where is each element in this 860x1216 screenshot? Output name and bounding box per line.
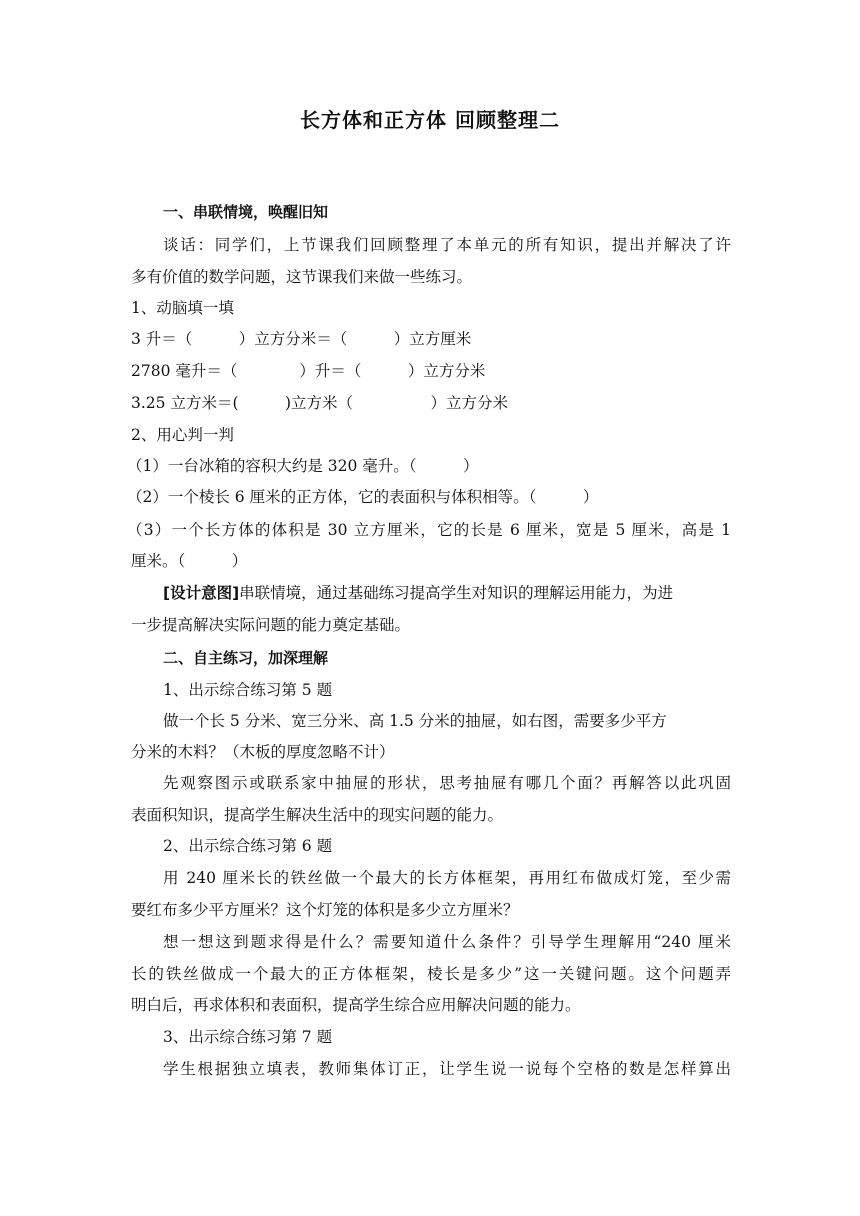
exercise6-title: 2、出示综合练习第 6 题	[163, 837, 333, 855]
judge-item-3: （3）一个长方体的体积是 30 立方厘米，它的长是 6 厘米，宽是 5 厘米，高是 1	[127, 521, 731, 539]
exercise7-line1: 学生根据独立填表，教师集体订正，让学生说一说每个空格的数是怎样算出	[163, 1060, 731, 1078]
section1-intro-line1: 谈话：同学们，上节课我们回顾整理了本单元的所有知识，提出并解决了许	[163, 236, 731, 254]
design-intent-tag: [设计意图]	[163, 584, 240, 602]
exercise5-note-line2: 表面积知识，提高学生解决生活中的现实问题的能力。	[131, 806, 504, 824]
exercise6-note-line1: 想一想这到题求得是什么？需要知道什么条件？引导学生理解用“240 厘米	[163, 933, 731, 951]
judge-item-2: （2）一个棱长 6 厘米的正方体，它的表面积与体积相等。（ ）	[127, 488, 599, 506]
fill-item-3: 3.25 立方米＝( )立方米（ ）立方分米	[131, 394, 509, 412]
exercise6-line1: 用 240 厘米长的铁丝做一个最大的长方体框架，再用红布做成灯笼，至少需	[163, 869, 731, 887]
section1-heading: 一、串联情境，唤醒旧知	[163, 203, 329, 221]
exercise5-line2: 分米的木料？（木板的厚度忽略不计）	[131, 743, 395, 761]
exercise5-note-line1: 先观察图示或联系家中抽屉的形状，思考抽屉有哪几个面？再解答以此巩固	[163, 774, 731, 792]
exercise7-title: 3、出示综合练习第 7 题	[163, 1028, 333, 1046]
judge-item-1: （1）一台冰箱的容积大约是 320 毫升。（ ）	[127, 457, 479, 475]
fill-item-1: 3 升＝（ ）立方分米＝（ ）立方厘米	[131, 330, 472, 348]
judge-item-3-cont: 厘米。（ ）	[131, 552, 248, 570]
section1-intro-line2: 多有价值的数学问题，这节课我们来做一些练习。	[131, 268, 473, 286]
exercise6-note-line2: 长的铁丝做成一个最大的正方体框架，棱长是多少”这一关键问题。这个问题弄	[131, 965, 731, 983]
page-title: 长方体和正方体 回顾整理二	[300, 108, 560, 132]
exercise6-line2: 要红布多少平方厘米？这个灯笼的体积是多少立方厘米？	[131, 901, 519, 919]
judge-title: 2、用心判一判	[131, 426, 234, 444]
design-intent-text: 串联情境，通过基础练习提高学生对知识的理解运用能力，为进	[239, 584, 674, 602]
fill-item-2: 2780 毫升＝（ ）升＝（ ）立方分米	[131, 362, 486, 380]
section2-heading: 二、自主练习，加深理解	[163, 649, 329, 667]
fill-title: 1、动脑填一填	[131, 299, 234, 317]
exercise5-title: 1、出示综合练习第 5 题	[163, 681, 333, 699]
exercise5-line1: 做一个长 5 分米、宽三分米、高 1.5 分米的抽屉，如右图，需要多少平方	[163, 712, 667, 730]
exercise6-note-line3: 明白后，再求体积和表面积，提高学生综合应用解决问题的能力。	[131, 996, 581, 1014]
design-intent-line2: 一步提高解决实际问题的能力奠定基础。	[131, 616, 411, 634]
design-intent-line1	[163, 583, 731, 603]
